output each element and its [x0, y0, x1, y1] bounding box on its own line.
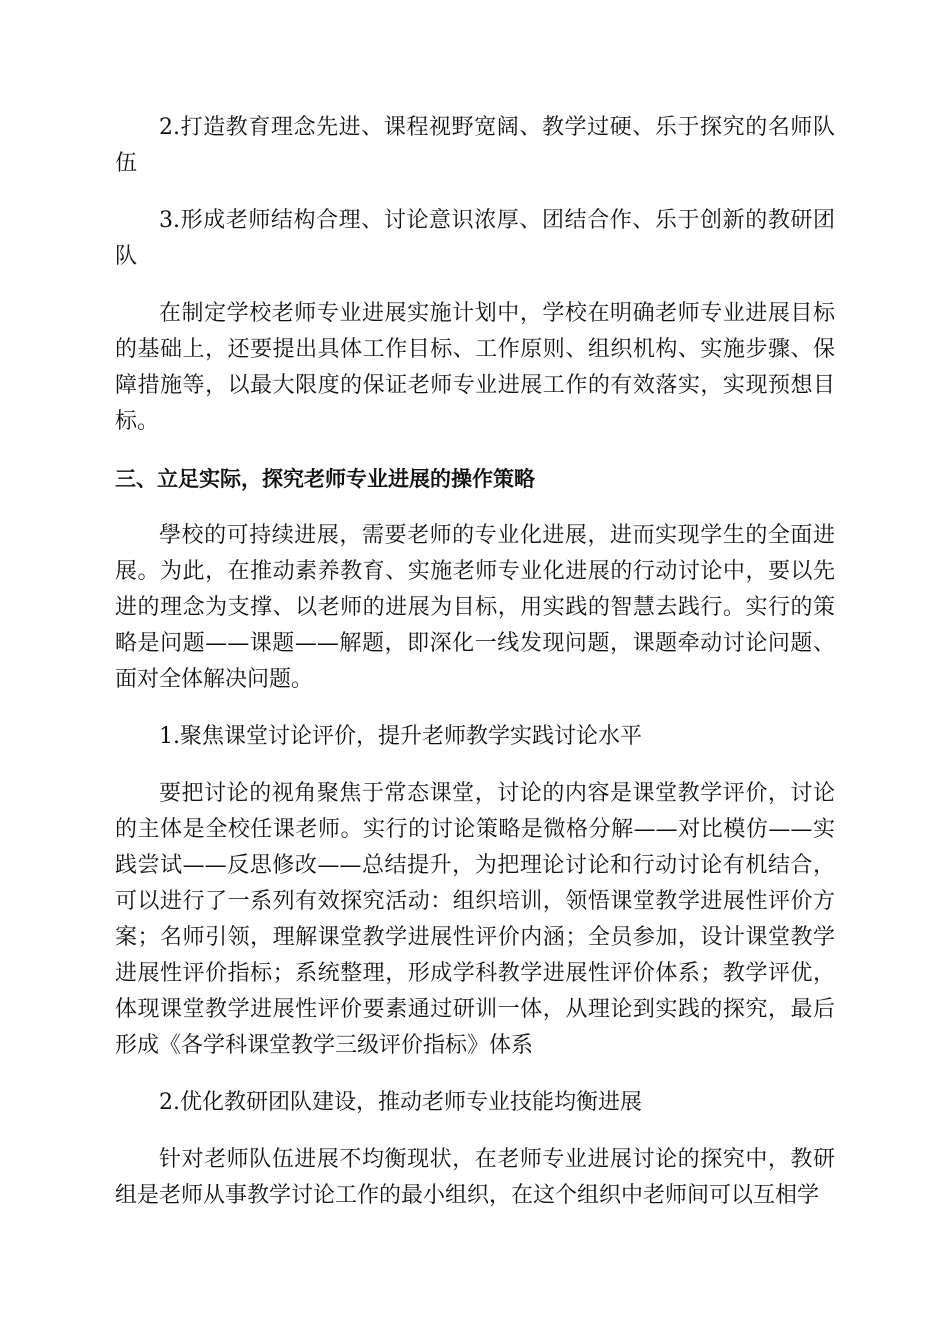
section-heading: 三、立足实际，探究老师专业进展的操作策略 — [115, 467, 535, 491]
subheading-2: 2.优化教研团队建设，推动老师专业技能均衡进展 — [159, 1090, 642, 1115]
subheading-1: 1.聚焦课堂讨论评价，提升老师教学实践讨论水平 — [159, 724, 642, 749]
paragraph-plan: 在制定学校老师专业进展实施计划中，学校在明确老师专业进展目标的基础上，还要提出具体工作目标、工作原则、组织机构、实施步骤、保障措施等，以最大限度的保证老师专业进展工作的有效落实，实现预想目标。 — [115, 301, 835, 434]
paragraph-team: 针对老师队伍进展不均衡现状，在老师专业进展讨论的探究中，教研组是老师从事教学讨论工作的最小组织，在这个组织中老师间可以互相学 — [115, 1147, 835, 1208]
paragraph-goal-3: 3.形成老师结构合理、讨论意识浓厚、团结合作、乐于创新的教研团队 — [115, 208, 835, 269]
paragraph-goal-2: 2.打造教育理念先进、课程视野宽阔、教学过硬、乐于探究的名师队伍 — [115, 115, 835, 176]
document-body — [115, 110, 835, 1235]
paragraph-classroom: 要把讨论的视角聚焦于常态课堂，讨论的内容是课堂教学评价，讨论的主体是全校任课老师。实行的讨论策略是微格分解——对比模仿——实践尝试——反思修改——总结提升，为把理论讨论和行动讨论有机结合，可以进行了一系列有效探究活动：组织培训，领悟课堂教学进展性评价方案；名师引领，理解课堂教学进展性评价内涵；全员参加，设计课堂教学进展性评价指标；系统整理，形成学科教学进展性评价体系；教学评优，体现课堂教学进展性评价要素通过研训一体，从理论到实践的探究，最后形成《各学科课堂教学三级评价指标》体系 — [115, 781, 835, 1058]
paragraph-intro: 學校的可持续进展，需要老师的专业化进展，进而实现学生的全面进展。为此，在推动素养教育、实施老师专业化进展的行动讨论中，要以先进的理念为支撑、以老师的进展为目标，用实践的智慧去践行。实行的策略是问题——课题——解题，即深化一线发现问题，课题牵动讨论问题、面对全体解决问题。 — [115, 523, 835, 692]
